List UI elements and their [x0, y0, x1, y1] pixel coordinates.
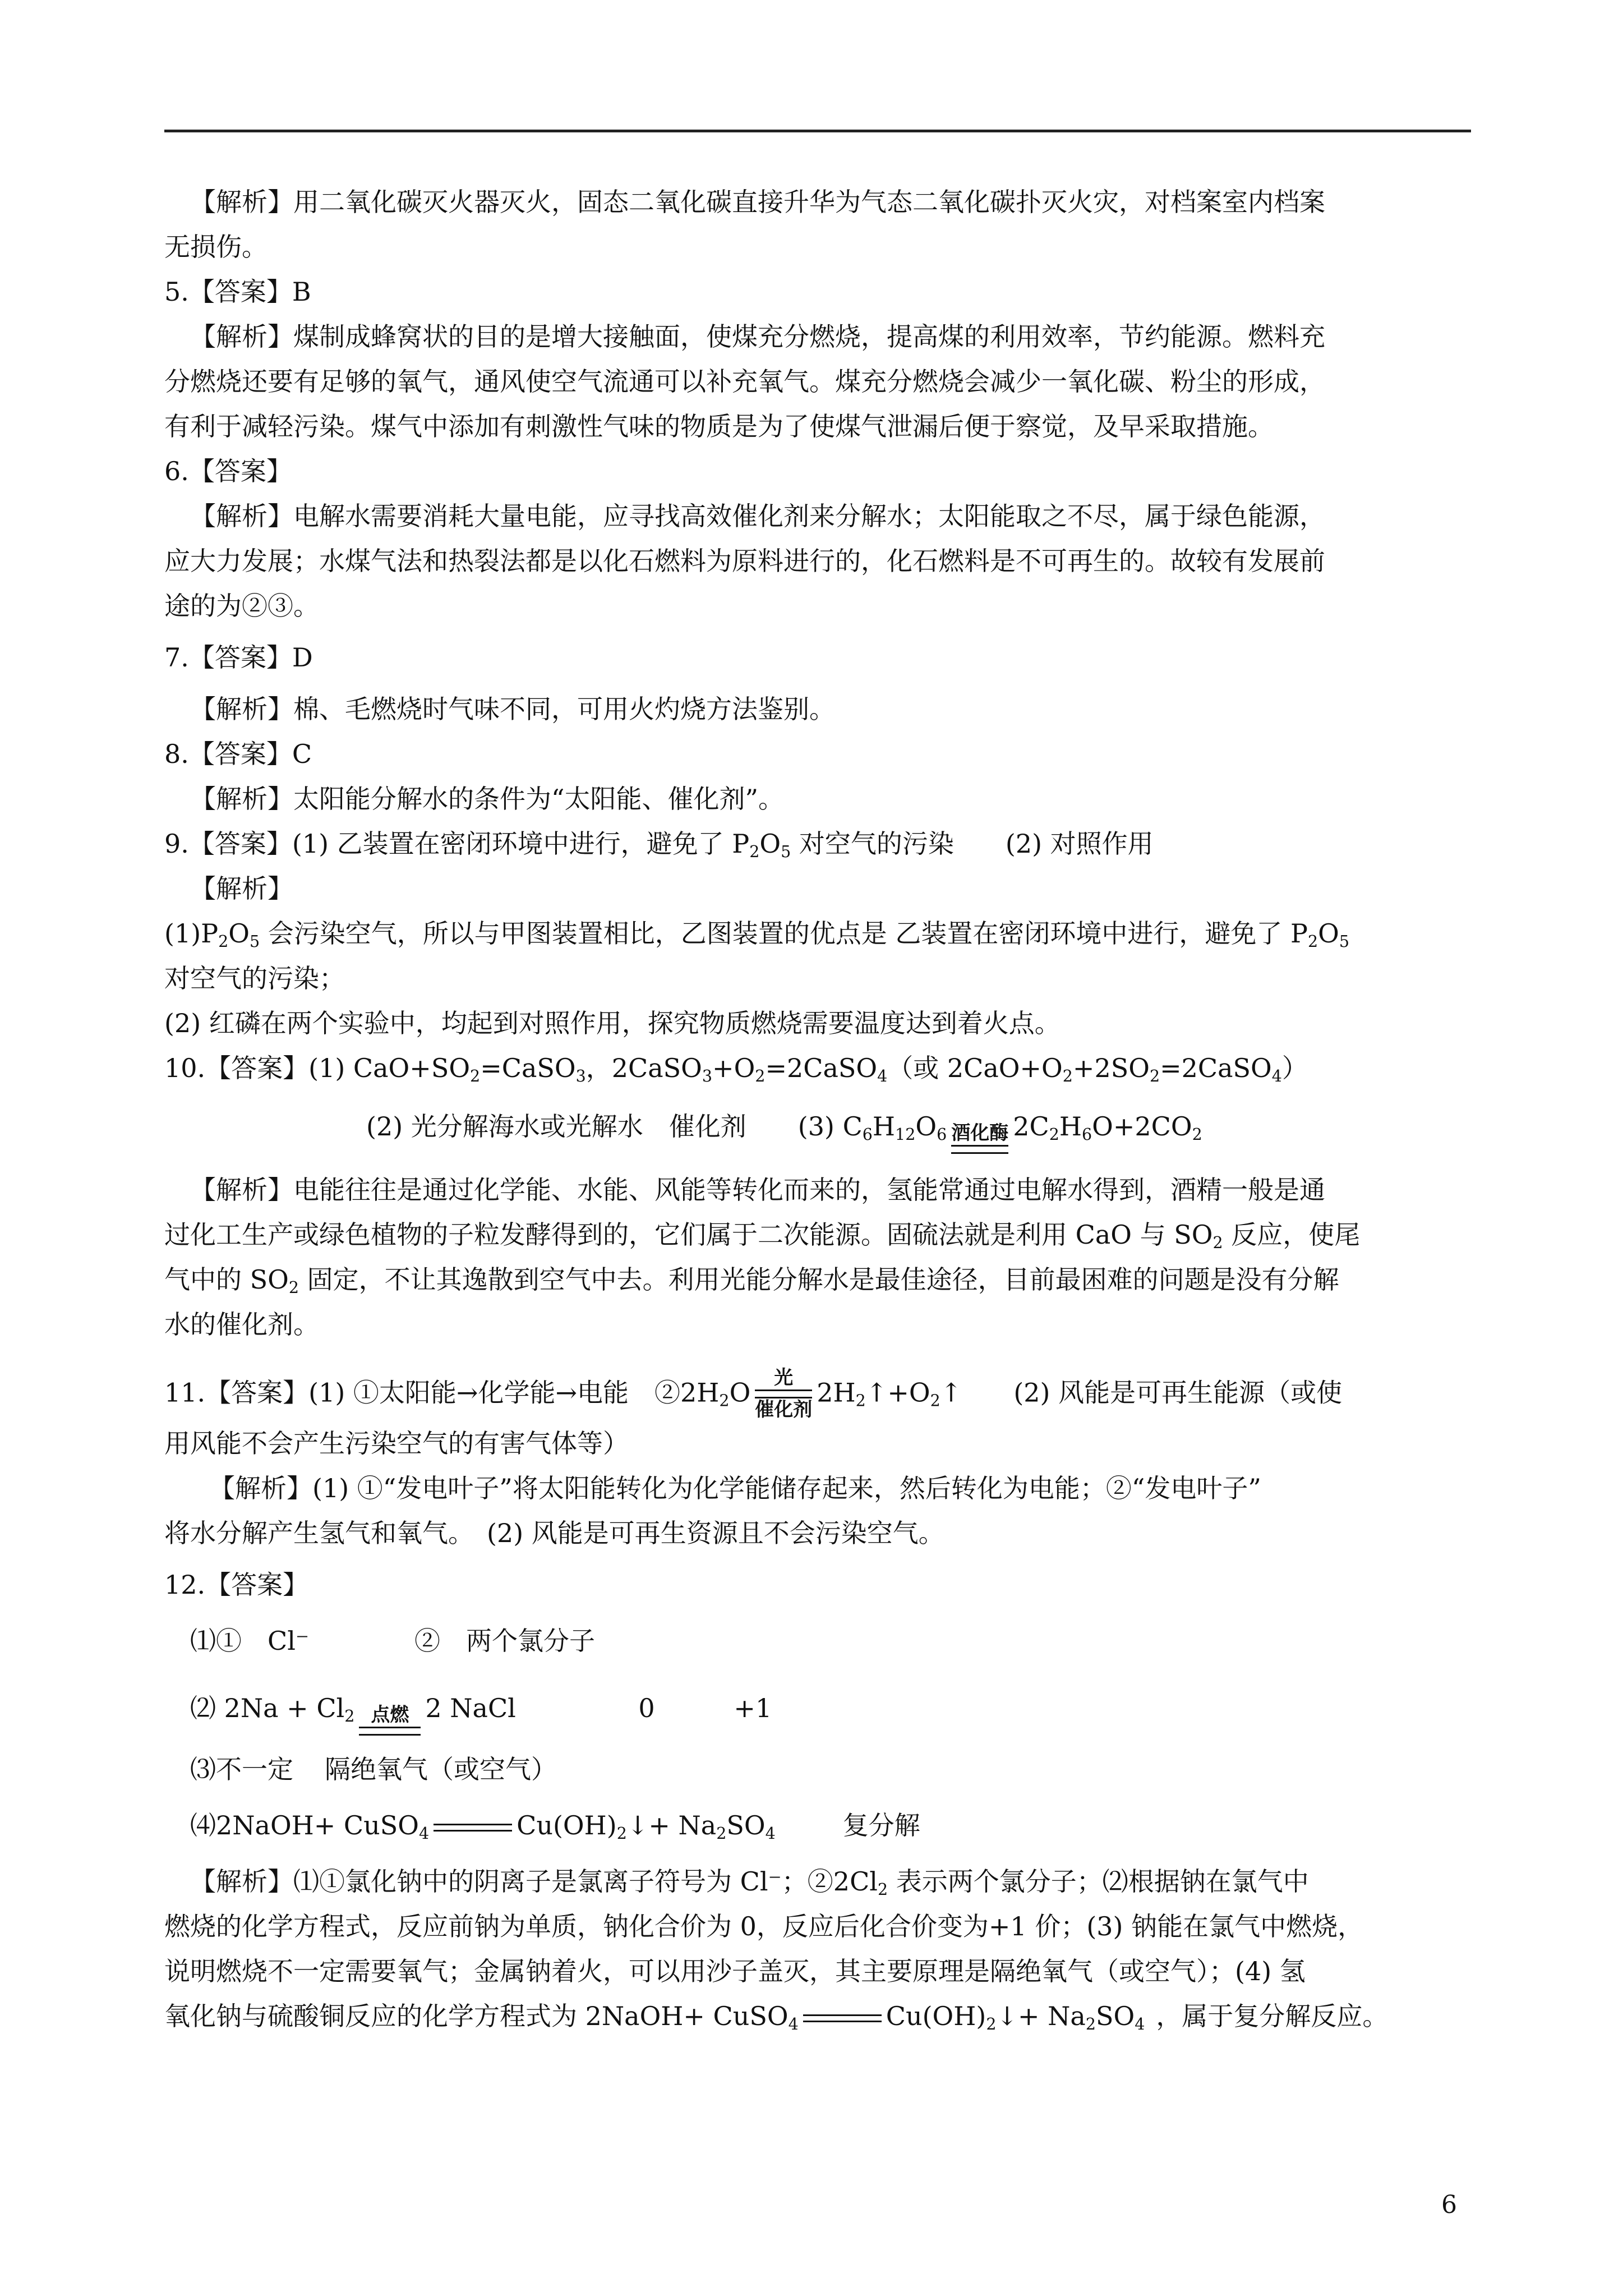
analysis-10-line2: 过化工生产或绿色植物的子粒发酵得到的，它们属于二次能源。固硫法就是利用 CaO 与 $SO_2$ 反应，使尾 [164, 1219, 1361, 1252]
answer-11-line2: 用风能不会产生污染空气的有害气体等） [164, 1428, 629, 1458]
answer-9: 9.【答案】(1) 乙装置在密闭环境中进行，避免了 $P_2O_5$ 对空气的污染 (2) 对照作用 [164, 829, 1154, 861]
analysis-11-line2: 将水分解产生氢气和氧气。 (2) 风能是可再生资源且不会污染空气。 [164, 1517, 944, 1548]
analysis-8: 【解析】太阳能分解水的条件为“太阳能、催化剂”。 [190, 784, 785, 814]
analysis-10-line1: 【解析】电能往往是通过化学能、水能、风能等转化而来的，氢能常通过电解水得到，酒精一般是通 [190, 1174, 1325, 1205]
answer-11-line1: 11.【答案】(1) ①太阳能→化学能→电能 $②2H_2O$ 光 催化剂 $2H_2↑+O_2↑$ (2) 风能是可再生能源（或使 [164, 1366, 1343, 1421]
analysis-11-line1: 【解析】(1) ①“发电叶子”将太阳能转化为化学能储存起来，然后转化为电能；②“发电叶子” [209, 1473, 1261, 1503]
document-body [164, 180, 1471, 2039]
answer-12: 12.【答案】 [164, 1569, 309, 1600]
equals-sign [434, 1824, 512, 1832]
analysis-10-line4: 水的催化剂。 [164, 1309, 319, 1340]
paragraph: 无损伤。 [164, 232, 268, 262]
answer-12-part2: ⑵ $2Na + Cl_2$ 点燃 2 NaCl 0 +1 [164, 1686, 1471, 1736]
equals-sign [803, 2014, 882, 2022]
analysis-5-line1: 【解析】煤制成蜂窝状的目的是增大接触面，使煤充分燃烧，提高煤的利用效率，节约能源。燃料充 [190, 321, 1325, 352]
analysis-6-line3: 途的为②③。 [164, 591, 319, 621]
answer-10-line2: (2) 光分解海水或光解水 催化剂 (3) $C_6H_{12}O_6$ 酒化酶 $2C_2H_6O+2CO_2$ [366, 1104, 1471, 1154]
analysis-10-line3: 气中的 $SO_2$ 固定，不让其逸散到空气中去。利用光能分解水是最佳途径，目前最困难的问题是没有分解 [164, 1264, 1339, 1297]
analysis-5-line2: 分燃烧还要有足够的氧气，通风使空气流通可以补充氧气。煤充分燃烧会减少一氧化碳、粉尘的形成， [164, 366, 1325, 397]
analysis-12-line3: 说明燃烧不一定需要氧气；金属钠着火，可以用沙子盖灭，其主要原理是隔绝氧气（或空气）；(4) 氢 [164, 1955, 1306, 1986]
analysis-6-line1: 【解析】电解水需要消耗大量电能，应寻找高效催化剂来分解水；太阳能取之不尽，属于绿色能源， [190, 501, 1325, 531]
header-rule [164, 130, 1471, 132]
paragraph: 【解析】用二氧化碳灭火器灭火，固态二氧化碳直接升华为气态二氧化碳扑灭火灾，对档案室内档案 [190, 187, 1325, 217]
answer-8: 8.【答案】C [164, 739, 312, 769]
answer-6: 6.【答案】 [164, 456, 292, 486]
reaction-condition: 酒化酶 [951, 1122, 1008, 1154]
reaction-condition: 点燃 [359, 1704, 421, 1736]
answer-5: 5.【答案】B [164, 277, 311, 307]
analysis-12-line2: 燃烧的化学方程式，反应前钠为单质，钠化合价为 0，反应后化合价变为+1 价；(3) 钠能在氯气中燃烧， [164, 1911, 1364, 1941]
analysis-5-line3: 有利于减轻污染。煤气中添加有刺激性气味的物质是为了使煤气泄漏后便于察觉，及早采取措施。 [164, 411, 1274, 441]
answer-12-part3: ⑶不一定 隔绝氧气（或空气） [190, 1754, 557, 1784]
analysis-12-line1: 【解析】⑴①氯化钠中的阴离子是氯离子符号为 Cl⁻；$②2Cl_2$ 表示两个氯分子；⑵根据钠在氯气中 [190, 1866, 1309, 1899]
analysis-7: 【解析】棉、毛燃烧时气味不同，可用火灼烧方法鉴别。 [190, 694, 835, 724]
answer-12-part1: ⑴① Cl⁻ ② 两个氯分子 [190, 1625, 595, 1656]
answer-12-part4: ⑷2NaOH+ CuSO$_4$ $Cu(OH)_2↓+ Na_2SO_4$ 复分解 [190, 1810, 920, 1843]
analysis-9-line2: 对空气的污染； [164, 963, 345, 993]
analysis-12-line4: 氧化钠与硫酸铜反应的化学方程式为 2NaOH+ CuSO$_4$ $Cu(OH)_2↓+ Na_2SO_4$ ，属于复分解反应。 [164, 2000, 1389, 2033]
analysis-9-line3: (2) 红磷在两个实验中，均起到对照作用，探究物质燃烧需要温度达到着火点。 [164, 1008, 1061, 1038]
page-number: 6 [1441, 2191, 1457, 2219]
analysis-9-line1: $(1)P_2O_5$ 会污染空气，所以与甲图装置相比，乙图装置的优点是 乙装置在密闭环境中进行，避免了 $P_2O_5$ [164, 918, 1350, 951]
analysis-9-label: 【解析】 [190, 873, 293, 904]
reaction-condition: 光 催化剂 [755, 1366, 813, 1421]
analysis-6-line2: 应大力发展；水煤气法和热裂法都是以化石燃料为原料进行的，化石燃料是不可再生的。故较有发展前 [164, 546, 1325, 576]
answer-7: 7.【答案】D [164, 642, 313, 673]
answer-10-line1: 10.【答案】(1) $CaO+SO_2=CaSO_3$，$2CaSO_3+O_2=2CaSO_4$（或 $2CaO+O_2+2SO_2=2CaSO_4$） [164, 1053, 1308, 1085]
